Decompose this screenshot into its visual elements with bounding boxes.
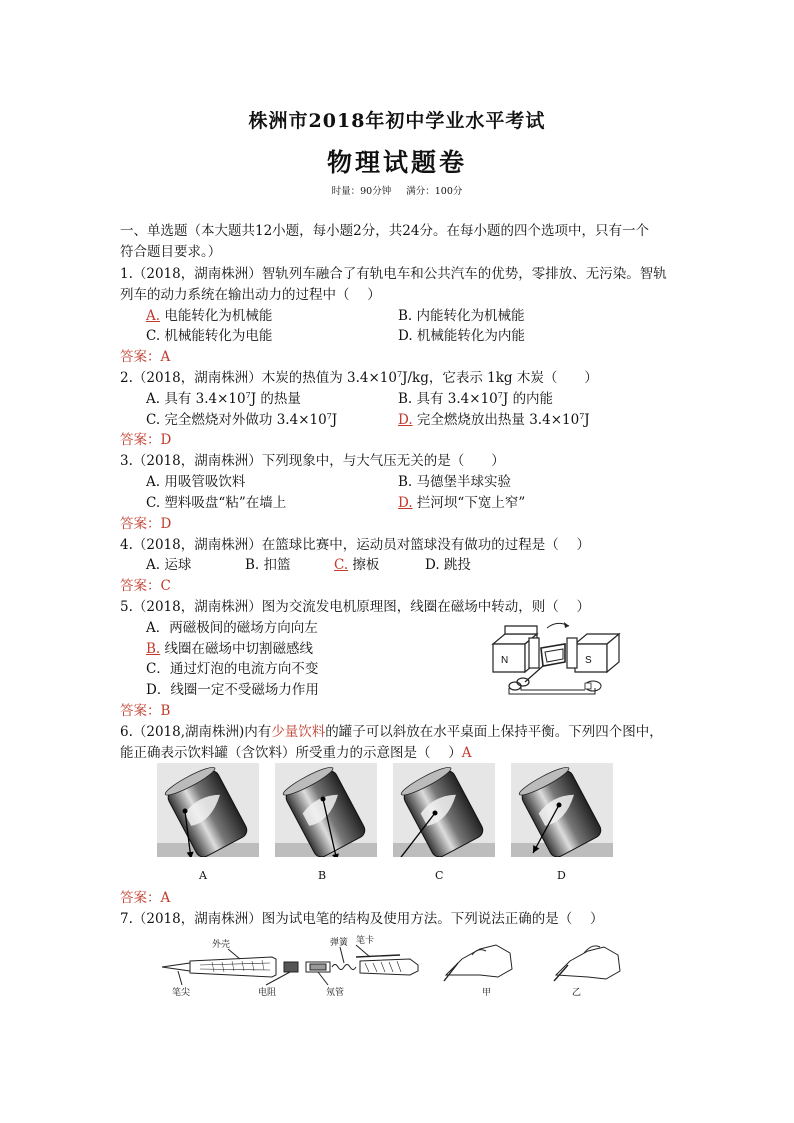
q2-d-pre: 完全燃烧放出热量 3.4×10 bbox=[412, 412, 580, 428]
q1-option-c: C. 机械能转化为电能 bbox=[146, 328, 273, 344]
q5-stem: 5.（2018，湖南株洲）图为交流发电机原理图，线圈在磁场中转动，则（ ） bbox=[120, 599, 591, 615]
q3-d-letter: D. bbox=[398, 495, 413, 511]
q4-option-c bbox=[334, 555, 379, 575]
q5-answer: 答案：B bbox=[120, 703, 171, 719]
q4-option-b: B. 扣篮 bbox=[245, 557, 291, 573]
q2-stem-part2: J/kg，它表示 1kg 木炭（ ） bbox=[402, 370, 598, 386]
can-photo-c bbox=[393, 763, 495, 857]
q2-d-post: J bbox=[584, 412, 590, 428]
q2-a-post: J 的热量 bbox=[250, 391, 301, 407]
label-tip: 笔尖 bbox=[172, 988, 191, 997]
q5-b-letter: B. bbox=[146, 641, 161, 657]
q6-stem-line2-text: 能正确表示饮料罐（含饮料）所受重力的示意图是（ ） bbox=[120, 745, 462, 761]
q1-option-a bbox=[146, 306, 272, 326]
q6-stem-post: 的罐子可以斜放在水平桌面上保持平衡。下列四个图中， bbox=[325, 724, 663, 740]
can-photo-d bbox=[511, 763, 613, 857]
q2-a-pre: A. 具有 3.4×10 bbox=[146, 391, 246, 407]
q3-answer: 答案：D bbox=[120, 516, 172, 532]
exam-time-score bbox=[0, 183, 794, 197]
center-of-gravity-dot bbox=[183, 809, 188, 814]
q6-caption-d: D bbox=[557, 869, 566, 882]
q2-option-b bbox=[398, 389, 553, 409]
q4-stem: 4.（2018，湖南株洲）在篮球比赛中，运动员对篮球没有做功的过程是（ ） bbox=[120, 537, 591, 553]
q3-option-b: B. 马德堡半球实验 bbox=[398, 474, 512, 490]
q5-b-text: 线圈在磁场中切割磁感线 bbox=[160, 641, 314, 657]
q2-b-post: J 的内能 bbox=[502, 391, 554, 407]
q4-c-letter: C. bbox=[334, 557, 349, 573]
q4-option-a: A. 运球 bbox=[146, 557, 192, 573]
q3-stem: 3.（2018，湖南株洲）下列现象中，与大气压无关的是（ ） bbox=[120, 453, 505, 469]
q5-option-a: A．两磁极间的磁场方向向左 bbox=[146, 620, 318, 636]
test-pencil-figure bbox=[160, 935, 630, 997]
q5-option-c: C．通过灯泡的电流方向不变 bbox=[146, 661, 319, 677]
magnet-s-label: S bbox=[585, 655, 592, 666]
center-of-gravity-dot bbox=[433, 811, 438, 816]
q2-c-pre: C. 完全燃烧对外做功 3.4×10 bbox=[146, 412, 327, 428]
q2-stem-part1: 2.（2018，湖南株洲）木炭的热值为 3.4×10 bbox=[120, 370, 397, 386]
q6-stem-line1 bbox=[120, 722, 663, 742]
score-label: 满分：100分 bbox=[406, 186, 463, 197]
q6-stem-highlight: 少量饮料 bbox=[271, 724, 326, 740]
q2-d-exp: 7 bbox=[579, 412, 585, 421]
time-label: 时量：90分钟 bbox=[331, 186, 392, 197]
can-photo-a bbox=[157, 763, 259, 857]
label-jia: 甲 bbox=[482, 988, 492, 997]
q3-option-a: A. 用吸管吸饮料 bbox=[146, 474, 246, 490]
q3-option-c: C. 塑料吸盘“粘”在墙上 bbox=[146, 495, 287, 511]
center-of-gravity-dot bbox=[557, 803, 562, 808]
q3-d-text: 拦河坝“下宽上窄” bbox=[412, 495, 526, 511]
q2-c-post: J bbox=[331, 412, 338, 428]
magnet-n-label: N bbox=[501, 655, 509, 666]
exam-title-line1: 株洲市2018年初中学业水平考试 bbox=[248, 110, 546, 132]
q2-d-letter: D. bbox=[398, 412, 413, 428]
q2-stem-exponent: 7 bbox=[397, 370, 403, 379]
label-clip: 笔卡 bbox=[356, 936, 375, 946]
q6-caption-c: C bbox=[435, 869, 444, 882]
label-spring: 弹簧 bbox=[330, 938, 349, 948]
label-yi: 乙 bbox=[572, 988, 582, 997]
q3-option-d bbox=[398, 493, 525, 513]
q1-option-a-letter: A. bbox=[146, 308, 161, 324]
q2-option-a bbox=[146, 389, 301, 409]
q7-stem: 7.（2018，湖南株洲）图为试电笔的结构及使用方法。下列说法正确的是（ ） bbox=[120, 911, 604, 927]
q1-answer: 答案：A bbox=[120, 349, 171, 365]
label-shell: 外壳 bbox=[212, 940, 231, 950]
q6-inline-answer: A bbox=[461, 745, 472, 761]
q5-option-b bbox=[146, 639, 313, 659]
q6-stem-pre: 6.（2018,湖南株洲)内有 bbox=[120, 724, 272, 740]
q5-option-d: D．线圈一定不受磁场力作用 bbox=[146, 682, 319, 698]
ac-generator-figure bbox=[485, 614, 635, 700]
q1-option-d: D. 机械能转化为内能 bbox=[398, 328, 525, 344]
q1-stem-line2: 列车的动力系统在输出动力的过程中（ ） bbox=[120, 287, 381, 303]
q2-answer: 答案：D bbox=[120, 432, 172, 448]
q2-option-c bbox=[146, 410, 337, 430]
q2-a-exp: 7 bbox=[245, 391, 251, 400]
label-resistor: 电阻 bbox=[258, 988, 277, 997]
q6-caption-a: A bbox=[199, 869, 207, 882]
q4-option-d: D. 跳投 bbox=[425, 557, 471, 573]
q4-c-text: 擦板 bbox=[348, 557, 380, 573]
center-of-gravity-dot bbox=[321, 797, 326, 802]
label-neon: 氖管 bbox=[326, 988, 345, 997]
q2-b-pre: B. 具有 3.4×10 bbox=[398, 391, 498, 407]
q4-answer: 答案：C bbox=[120, 578, 171, 594]
q1-option-b: B. 内能转化为机械能 bbox=[398, 308, 525, 324]
section1-intro-line1: 一、单选题（本大题共12小题，每小题2分，共24分。在每小题的四个选项中，只有一个 bbox=[120, 223, 649, 239]
section1-intro-line2: 符合题目要求。） bbox=[120, 244, 222, 260]
q1-option-a-text: 电能转化为机械能 bbox=[160, 308, 273, 324]
q6-caption-b: B bbox=[318, 869, 327, 882]
q6-stem-line2 bbox=[120, 743, 472, 763]
exam-title-line2: 物理试题卷 bbox=[326, 148, 467, 177]
q2-c-exp: 7 bbox=[326, 412, 332, 421]
q1-stem-line1: 1.（2018，湖南株洲）智轨列车融合了有轨电车和公共汽车的优势，零排放、无污染。智轨 bbox=[120, 266, 667, 282]
q2-stem bbox=[120, 368, 598, 388]
can-photo-b bbox=[275, 763, 377, 857]
q2-option-d bbox=[398, 410, 590, 430]
q6-answer: 答案：A bbox=[120, 890, 171, 906]
q2-b-exp: 7 bbox=[497, 391, 503, 400]
